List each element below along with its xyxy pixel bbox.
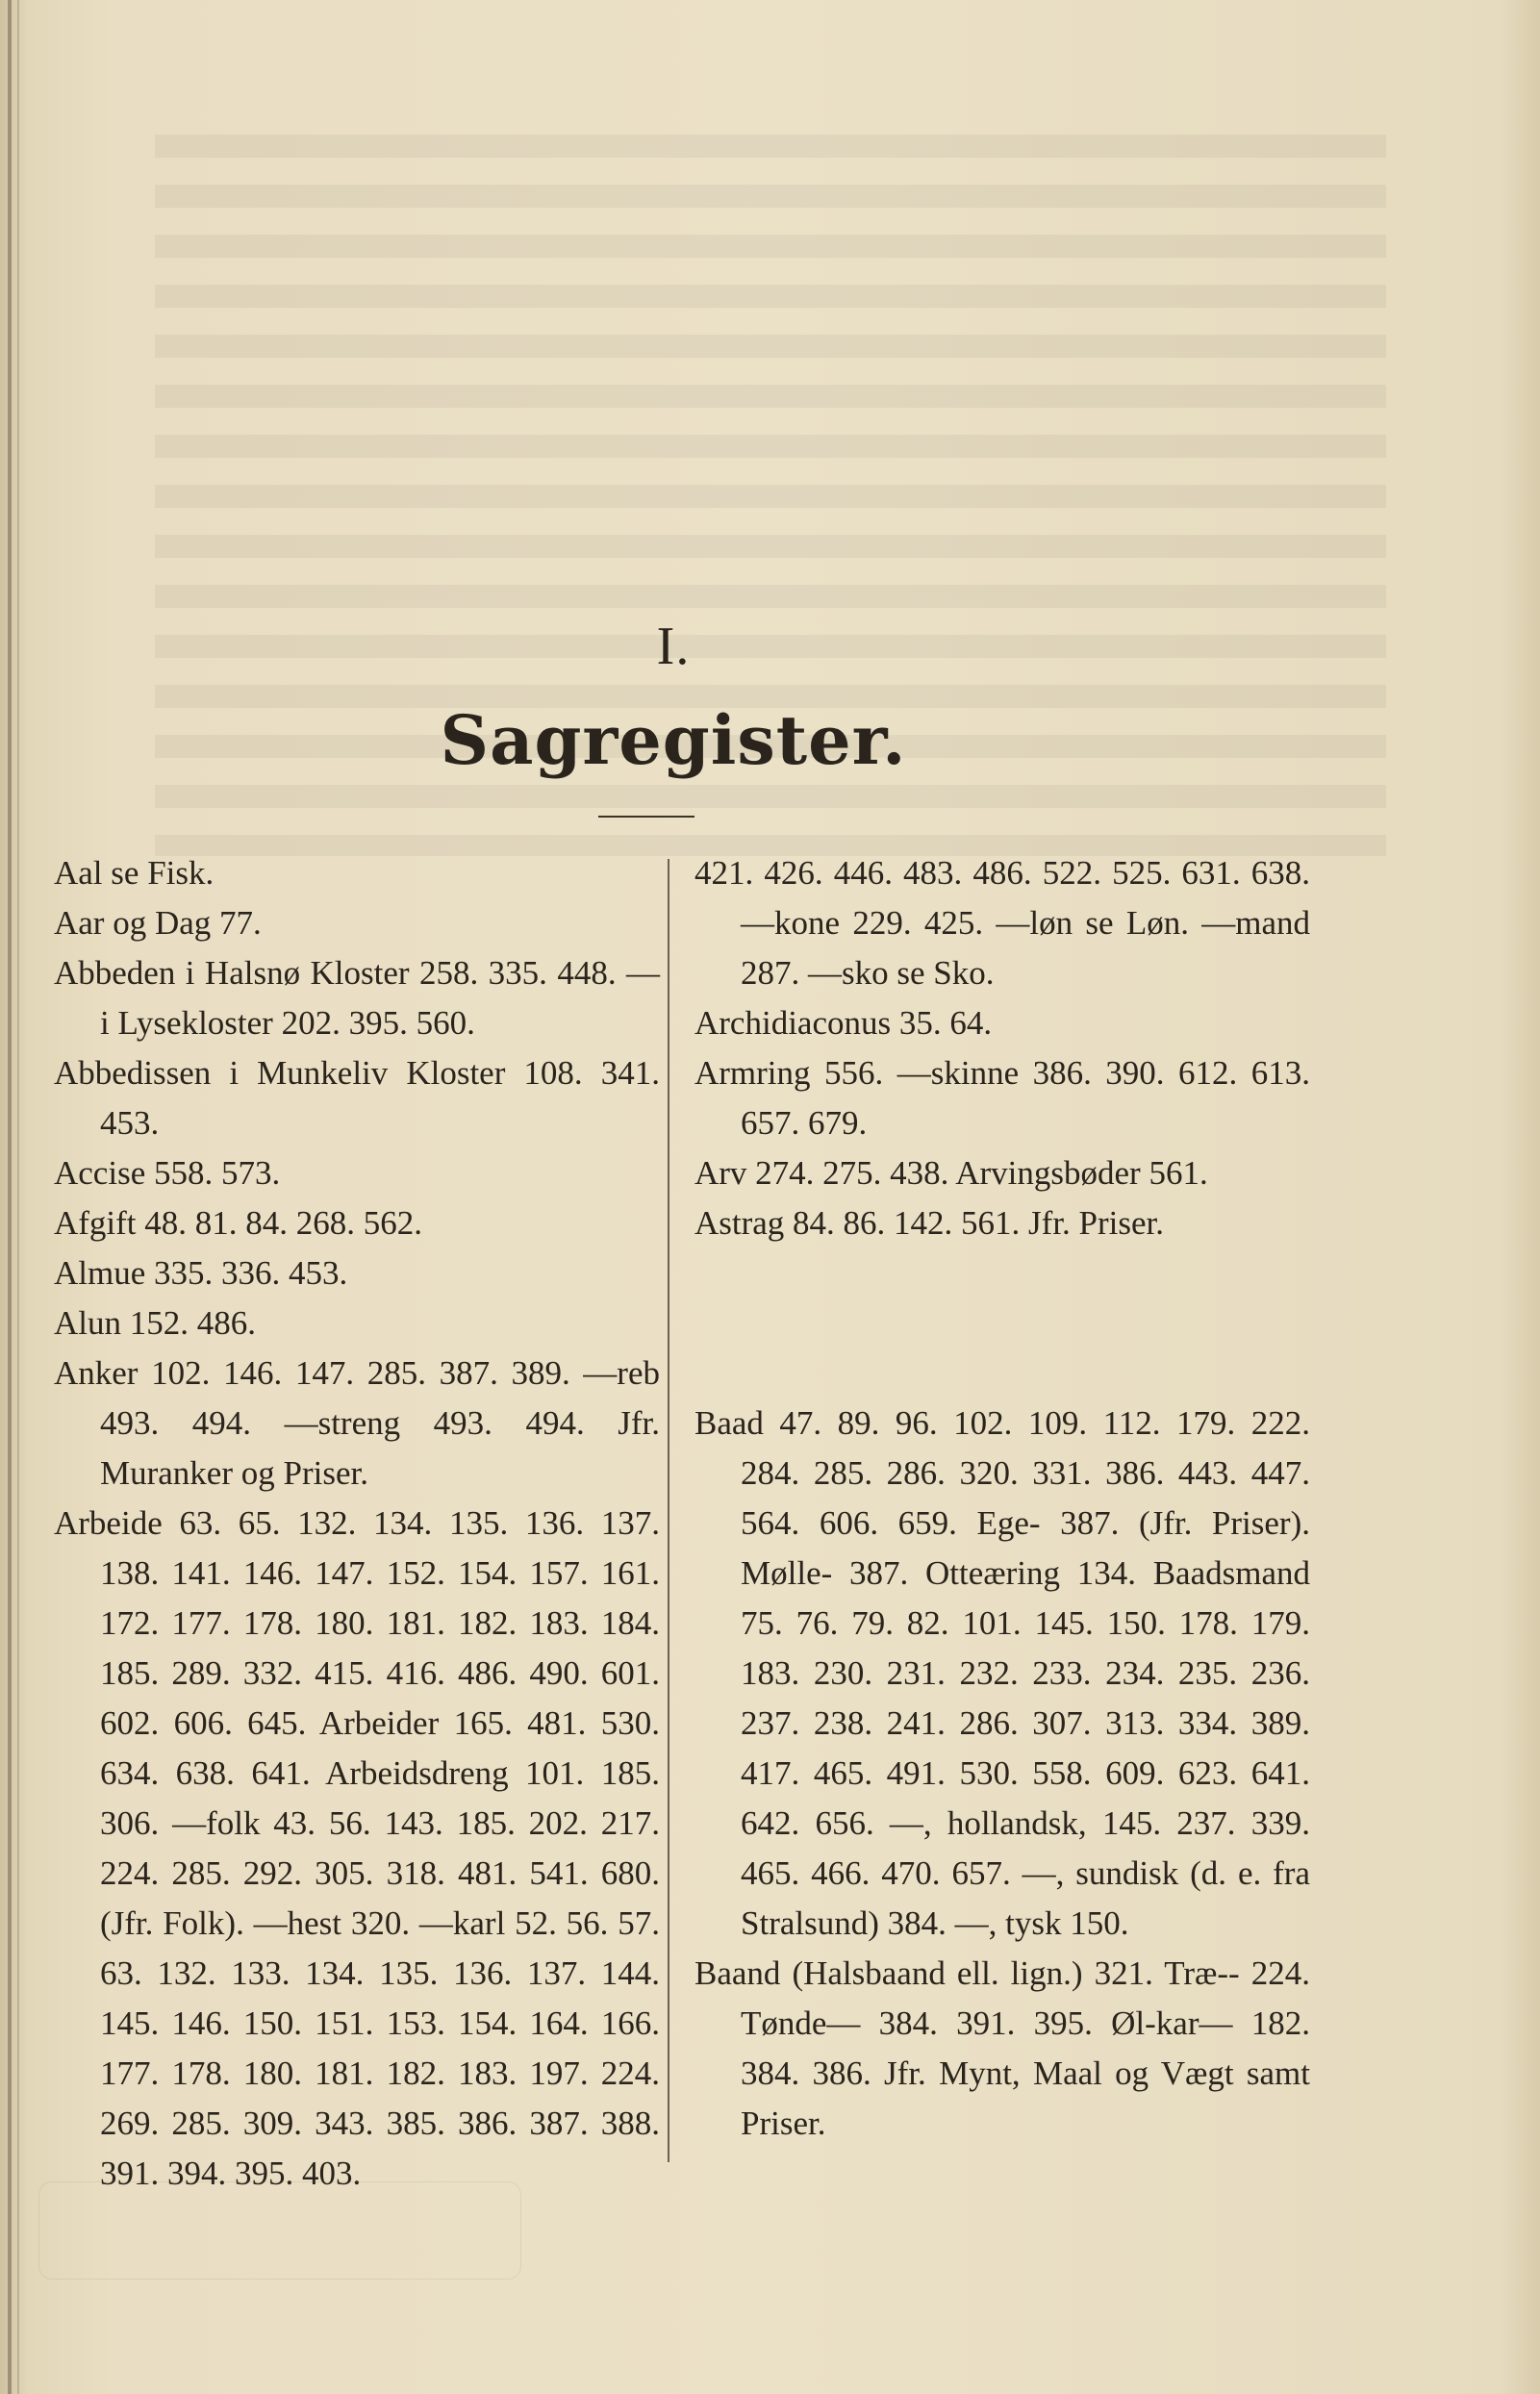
index-entry: Baand (Halsbaand ell. lign.) 321. Træ-- 224. Tønde— 384. 391. 395. Øl-kar— 182. 384. 386. Jfr. Mynt, Maal og Vægt samt Priser. bbox=[694, 1954, 1310, 2142]
index-column-left bbox=[54, 848, 660, 2199]
index-entry: Almue 335. 336. 453. bbox=[54, 1254, 348, 1292]
index-entry: Armring 556. —skinne 386. 390. 612. 613. 657. 679. bbox=[694, 1054, 1310, 1142]
index-column-right bbox=[694, 848, 1310, 2149]
book-spine-edge bbox=[8, 0, 12, 2394]
index-entry: Arbeide 63. 65. 132. 134. 135. 136. 137. 138. 141. 146. 147. 152. 154. 157. 161. 172. 177. 178. 180. 181. 182. 183. 184. 185. 289. 332. 415. 416. 486. 490. 601. 602. 606. 645. Arbeider 165. 481. 530. 634. 638. 641. Arbeidsdreng 101. 185. 306. —folk 43. 56. 143. 185. 202. 217. 224. 285. 292. 305. 318. 481. 541. 680. (Jfr. Folk). —hest 320. —karl 52. 56. 57. 63. 132. 133. 134. 135. 136. 137. 144. 145. 146. 150. 151. 153. 154. 164. 166. 177. 178. 180. 181. 182. 183. 197. 224. 269. 285. 309. 343. 385. 386. 387. 388. 391. 394. 395. 403. bbox=[54, 1504, 660, 2192]
section-number: I. bbox=[656, 617, 691, 676]
letter-group-gap bbox=[694, 1248, 1310, 1399]
page-title: Sagregister. bbox=[440, 700, 907, 780]
index-entry: Aar og Dag 77. bbox=[54, 904, 262, 942]
index-entry: Abbeden i Halsnø Kloster 258. 335. 448. — i Lyseklоster 202. 395. 560. bbox=[54, 954, 660, 1042]
index-entry: Baad 47. 89. 96. 102. 109. 112. 179. 222. 284. 285. 286. 320. 331. 386. 443. 447. 564. 606. 659. Ege- 387. (Jfr. Priser). Mølle- 387. Otteæring 134. Baadsmand 75. 76. 79. 82. 101. 145. 150. 178. 179. 183. 230. 231. 232. 233. 234. 235. 236. 237. 238. 241. 286. 307. 313. 334. 389. 417. 465. 491. 530. 558. 609. 623. 641. 642. 656. —, hollandsk, 145. 237. 339. 465. 466. 470. 657. —, sundisk (d. e. fra Stralsund) 384. —, tysk 150. bbox=[694, 1404, 1310, 1942]
index-entry: Alun 152. 486. bbox=[54, 1304, 256, 1342]
index-entry: Abbedissen i Munkeliv Kloster 108. 341. 453. bbox=[54, 1054, 660, 1142]
index-entry: Aal se Fisk. bbox=[54, 854, 215, 892]
index-entry: 421. 426. 446. 483. 486. 522. 525. 631. 638. —kone 229. 425. —løn se Løn. —mand 287. —sko se Sko. bbox=[694, 854, 1310, 992]
index-entry: Astrag 84. 86. 142. 561. Jfr. Priser. bbox=[694, 1204, 1165, 1242]
index-entry: Arv 274. 275. 438. Arvingsbøder 561. bbox=[694, 1154, 1208, 1192]
index-entry: Afgift 48. 81. 84. 268. 562. bbox=[54, 1204, 423, 1242]
index-entry: Accise 558. 573. bbox=[54, 1154, 281, 1192]
index-entry: Anker 102. 146. 147. 285. 387. 389. —reb 493. 494. —streng 493. 494. Jfr. Muranker og Priser. bbox=[54, 1354, 660, 1492]
title-rule bbox=[598, 816, 694, 818]
paper-stain bbox=[38, 2181, 521, 2280]
book-spine-shadow bbox=[17, 0, 19, 2394]
column-divider bbox=[668, 859, 669, 2162]
index-entry: Archidiaconus 35. 64. bbox=[694, 1004, 993, 1042]
